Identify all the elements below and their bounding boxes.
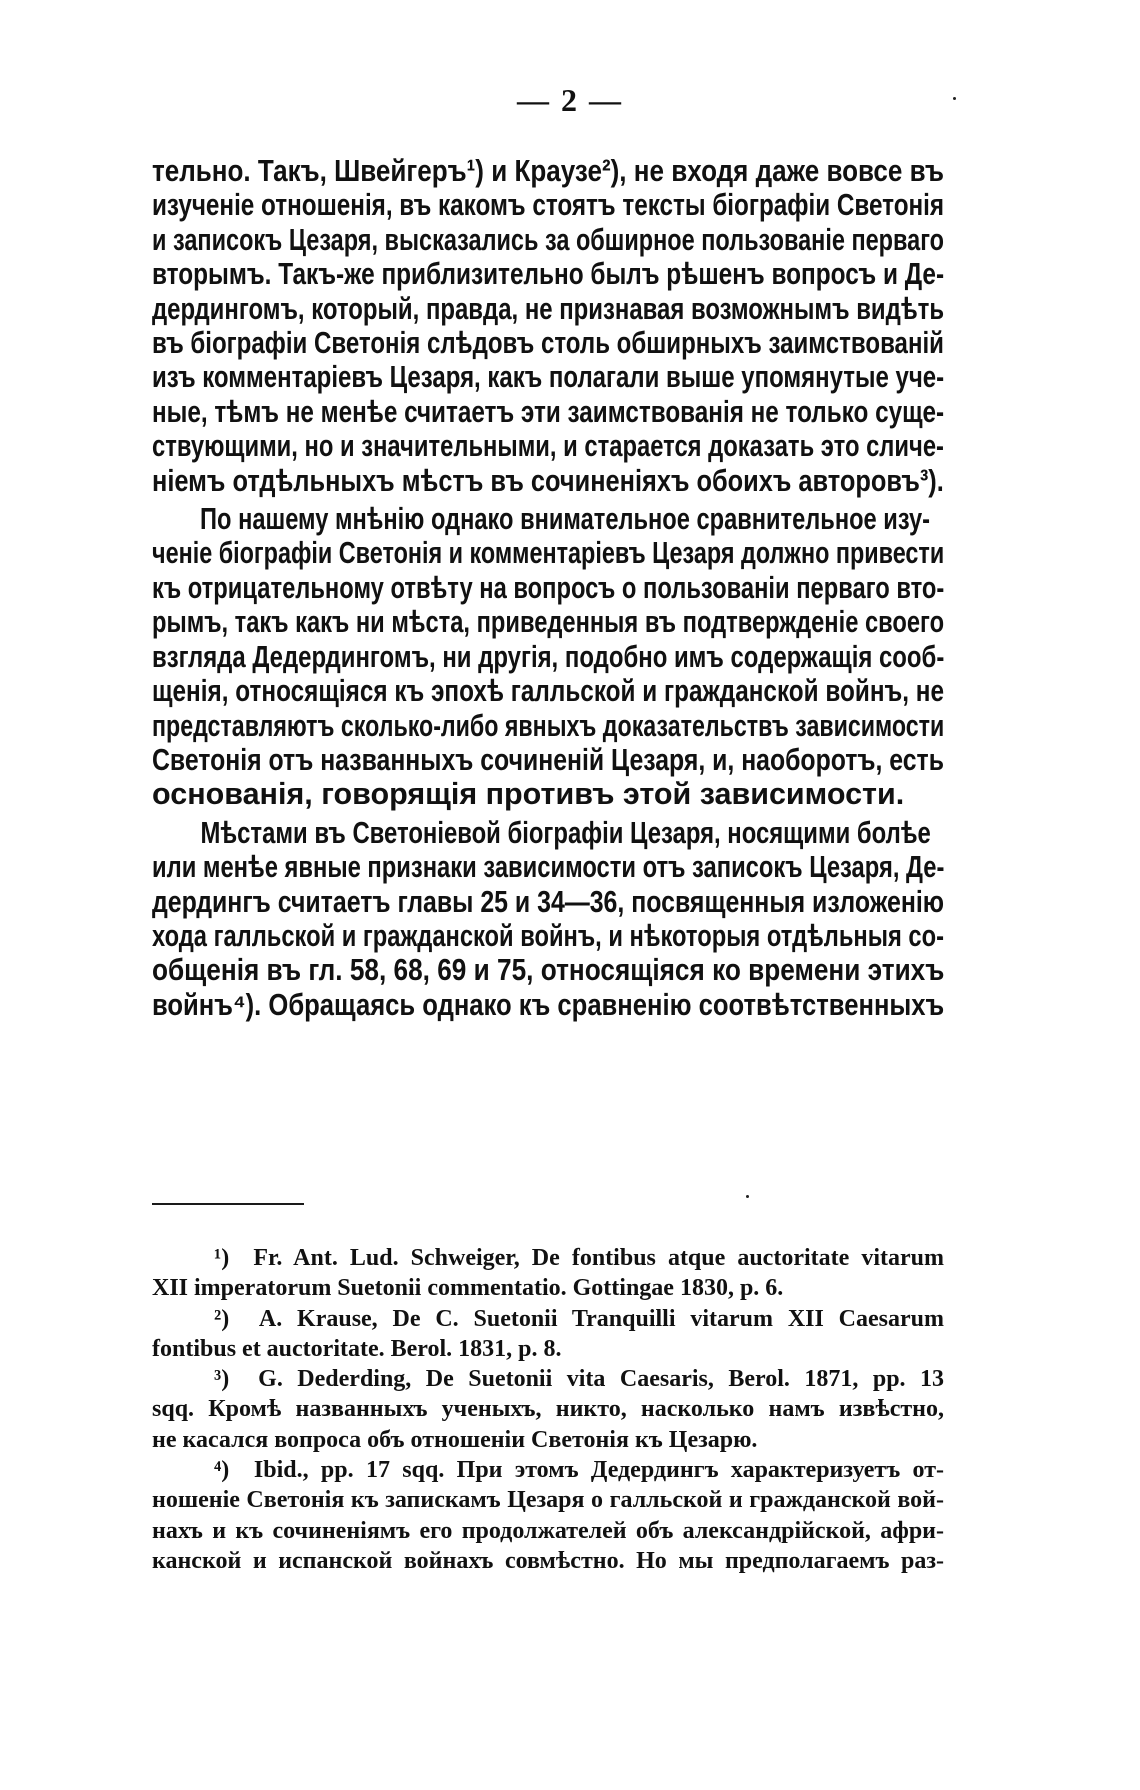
text-line: ніемъ отдѣльныхъ мѣстъ въ сочиненіяхъ обоихъ авторовъ³).	[152, 463, 944, 498]
text-line: представляютъ сколько-либо явныхъ доказательствъ зависимости	[152, 708, 945, 743]
footnote-text: G. Dederding, De Suetonii vita Caesaris, Berol. 1871, pp. 13	[258, 1366, 945, 1393]
footnote-line	[152, 1364, 944, 1394]
footnote-line	[152, 1304, 944, 1334]
text-line: хода галльской и гражданской войнъ, и нѣкоторыя отдѣльныя со-	[152, 918, 944, 953]
text-line: По нашему мнѣнію однако внимательное сравнительное изу-	[200, 502, 930, 537]
paragraph-3	[152, 816, 944, 1022]
footnotes	[152, 1243, 944, 1576]
text-line: въ біографіи Светонія слѣдовъ столь обширныхъ заимствованій	[152, 326, 944, 361]
scan-speck	[746, 1195, 749, 1198]
text-line: тельно. Такъ, Швейгеръ¹) и Краузе²), не входя даже вовсе въ	[152, 154, 944, 188]
footnote-line	[152, 1455, 944, 1485]
text-line: дердингомъ, который, правда, не признавая возможнымъ видѣть	[152, 291, 945, 326]
footnote-marker: ²)	[214, 1305, 230, 1332]
text-line: вторымъ. Такъ-же приблизительно былъ рѣшенъ вопросъ и Де-	[152, 257, 945, 292]
text-line: щенія, относящіяся къ эпохѣ галльской и гражданской войнъ, не	[152, 674, 945, 709]
footnote-line	[152, 1243, 944, 1273]
text-line: взгляда Дедердингомъ, ни другія, подобно имъ содержащія сооб-	[152, 639, 945, 674]
main-text	[152, 154, 944, 1022]
footnote-line: sqq. Кромѣ названныхъ ученыхъ, никто, насколько намъ извѣстно,	[152, 1396, 944, 1423]
text-line: Мѣстами въ Светоніевой біографіи Цезаря, носящими болѣе	[200, 815, 931, 850]
footnote-line: нахъ и къ сочиненіямъ его продолжателей объ александрійской, афри-	[152, 1517, 944, 1544]
footnote-4	[152, 1455, 944, 1576]
text-line: къ отрицательному отвѣту на вопросъ о пользованіи перваго вто-	[152, 570, 945, 605]
text-line: основанія, говорящія противъ этой зависимости.	[152, 777, 905, 812]
text-line: ченіе біографіи Светонія и комментаріевъ Цезаря должно привести	[152, 536, 945, 571]
text-line: ные, тѣмъ не менѣе считаетъ эти заимствованія не только суще-	[152, 394, 945, 429]
footnote-2	[152, 1304, 944, 1365]
text-line: общенія въ гл. 58, 68, 69 и 75, относящіяся ко времени этихъ	[152, 953, 945, 988]
footnote-text: Ibid., pp. 17 sqq. При этомъ Дедердингъ характеризуетъ от-	[253, 1457, 945, 1484]
text-line: рымъ, такъ какъ ни мѣста, приведенныя въ подтвержденіе своего	[152, 605, 945, 640]
text-line: дердингъ считаетъ главы 25 и 34—36, посвященныя изложенію	[152, 884, 945, 919]
footnote-marker: ³)	[214, 1366, 230, 1393]
paragraph-2	[152, 502, 944, 812]
footnote-3	[152, 1364, 944, 1455]
paragraph-1	[152, 154, 944, 498]
text-line: изученіе отношенія, въ какомъ стоятъ тексты біографіи Светонія	[152, 188, 945, 223]
footnote-text: Fr. Ant. Lud. Schweiger, De fontibus atque auctoritate vitarum	[253, 1245, 944, 1271]
text-line: и записокъ Цезаря, высказались за обширное пользованіе перваго	[152, 222, 945, 257]
text-line: или менѣе явные признаки зависимости отъ записокъ Цезаря, Де-	[152, 850, 945, 885]
footnote-line: ношеніе Светонія къ запискамъ Цезаря о галльской и гражданской вой-	[152, 1487, 944, 1514]
text-line: ствующими, но и значительными, и старается доказать это сличе-	[152, 429, 944, 464]
footnote-marker: ¹)	[214, 1245, 230, 1271]
scan-speck	[953, 97, 956, 100]
footnote-marker: ⁴)	[214, 1457, 230, 1484]
footnote-separator-rule	[152, 1203, 304, 1205]
footnote-line: XII imperatorum Suetonii commentatio. Gottingae 1830, p. 6.	[152, 1275, 784, 1302]
footnote-line: fontibus et auctoritate. Berol. 1831, p. 8.	[152, 1335, 562, 1362]
footnote-line: не касался вопроса объ отношеніи Светонія къ Цезарю.	[152, 1426, 758, 1453]
text-line: изъ комментаріевъ Цезаря, какъ полагали выше упомянутые уче-	[152, 360, 945, 395]
footnote-text: A. Krause, De C. Suetonii Tranquilli vitarum XII Caesarum	[258, 1305, 944, 1332]
page-number: — 2 —	[517, 82, 623, 118]
footnote-line: канской и испанской войнахъ совмѣстно. Но мы предполагаемъ раз-	[152, 1547, 944, 1574]
footnote-1	[152, 1243, 944, 1304]
text-line: Светонія отъ названныхъ сочиненій Цезаря, и, наоборотъ, есть	[152, 742, 944, 777]
text-line: войнъ⁴). Обращаясь однако къ сравненію соотвѣтственныхъ	[152, 987, 945, 1022]
